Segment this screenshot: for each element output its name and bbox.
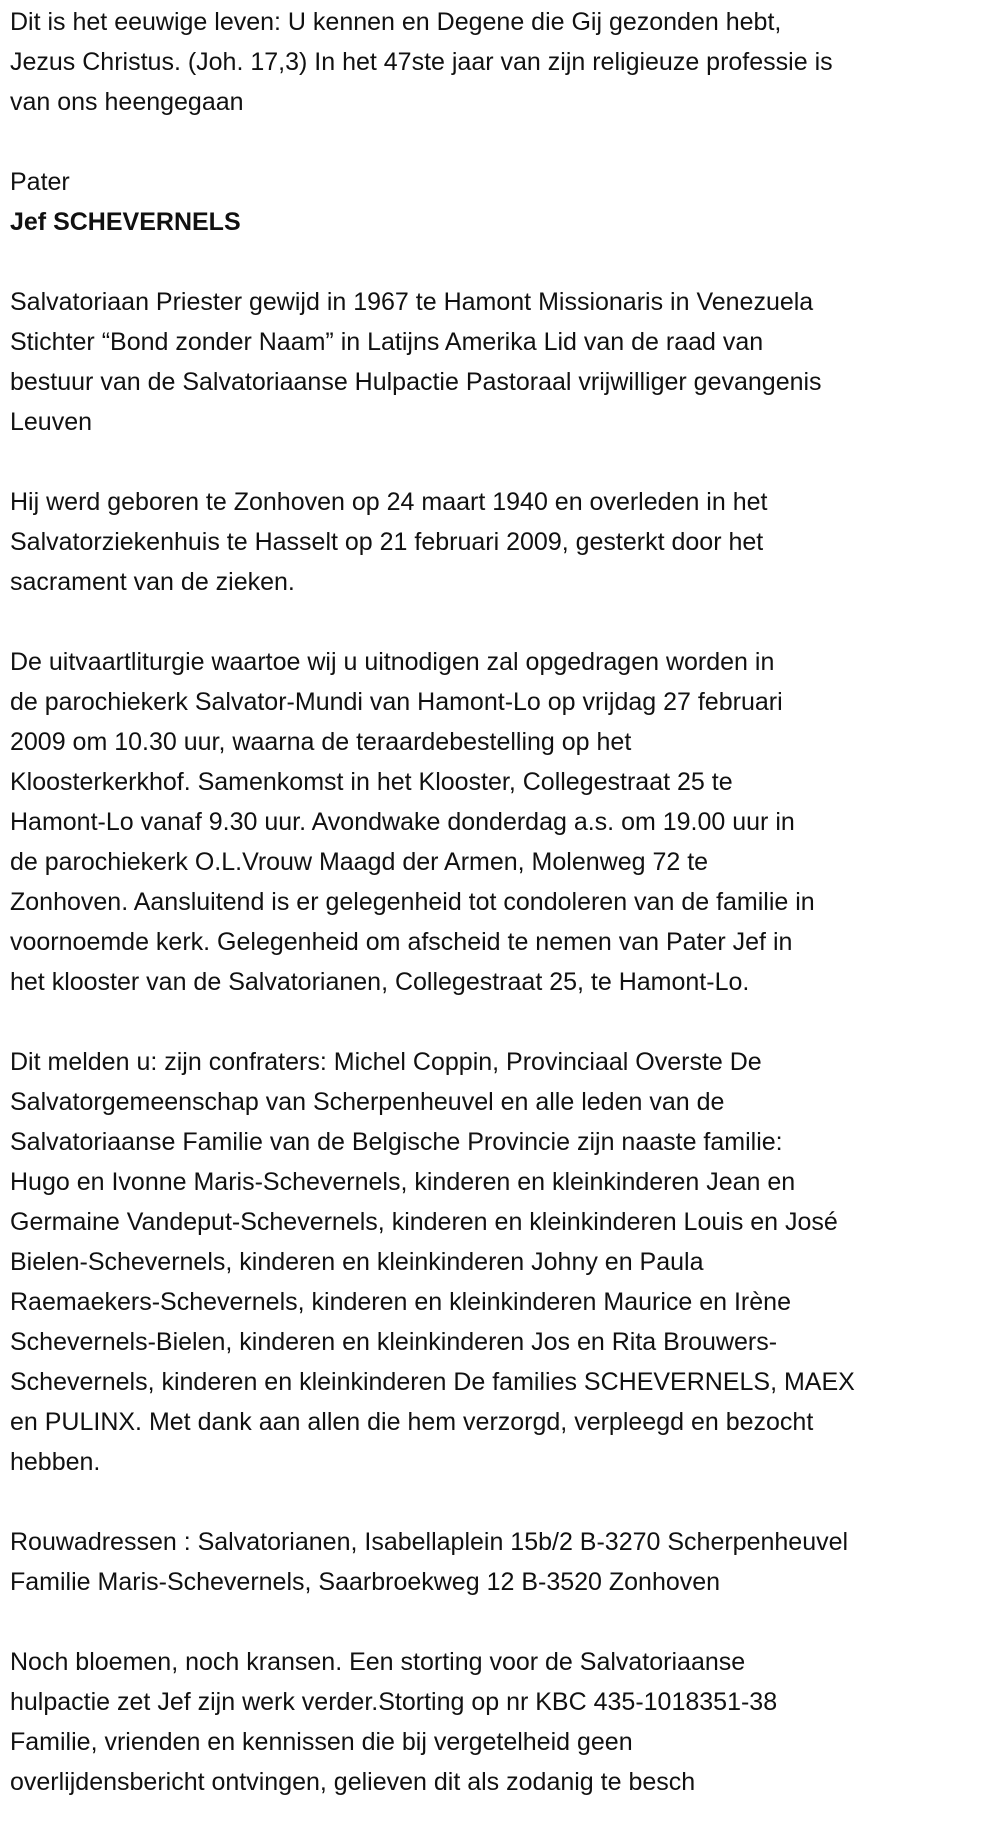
text-line: Dit is het eeuwige leven: U kennen en Degene die Gij gezonden hebt,: [10, 8, 782, 36]
text-line: Bielen-Schevernels, kinderen en kleinkinderen Johny en Paula: [10, 1248, 704, 1276]
text-line: voornoemde kerk. Gelegenheid om afscheid te nemen van Pater Jef in: [10, 928, 793, 956]
text-line: Jezus Christus. (Joh. 17,3) In het 47ste jaar van zijn religieuze professie is: [10, 48, 833, 76]
title-text: Pater: [10, 168, 70, 196]
text-line: 2009 om 10.30 uur, waarna de teraardebestelling op het: [10, 728, 632, 756]
text-line: Dit melden u: zijn confraters: Michel Coppin, Provinciaal Overste De: [10, 1048, 762, 1076]
birth-death-paragraph: [10, 482, 1000, 602]
text-line: overlijdensbericht ontvingen, gelieven dit als zodanig te besch: [10, 1768, 696, 1796]
roles-paragraph: [10, 282, 1000, 442]
text-line: Schevernels-Bielen, kinderen en kleinkinderen Jos en Rita Brouwers-: [10, 1328, 778, 1356]
text-line: Stichter “Bond zonder Naam” in Latijns Amerika Lid van de raad van: [10, 328, 764, 356]
text-line: hebben.: [10, 1448, 101, 1476]
text-line: Noch bloemen, noch kransen. Een storting voor de Salvatoriaanse: [10, 1648, 746, 1676]
text-line: De uitvaartliturgie waartoe wij u uitnodigen zal opgedragen worden in: [10, 648, 775, 676]
text-line: Salvatoriaanse Familie van de Belgische Provincie zijn naaste familie:: [10, 1128, 783, 1156]
text-line: hulpactie zet Jef zijn werk verder.Storting op nr KBC 435-1018351-38: [10, 1688, 778, 1716]
text-line: Hamont-Lo vanaf 9.30 uur. Avondwake donderdag a.s. om 19.00 uur in: [10, 808, 795, 836]
text-line: sacrament van de zieken.: [10, 568, 295, 596]
closing-paragraph: [10, 1642, 1000, 1802]
text-line: Zonhoven. Aansluitend is er gelegenheid tot condoleren van de familie in: [10, 888, 815, 916]
text-line: van ons heengegaan: [10, 88, 244, 116]
text-line: de parochiekerk O.L.Vrouw Maagd der Armen, Molenweg 72 te: [10, 848, 709, 876]
text-line: Familie, vrienden en kennissen die bij vergetelheid geen: [10, 1728, 633, 1756]
text-line: Salvatoriaan Priester gewijd in 1967 te Hamont Missionaris in Venezuela: [10, 288, 814, 316]
text-line: Rouwadressen : Salvatorianen, Isabellaplein 15b/2 B-3270 Scherpenheuvel: [10, 1528, 849, 1556]
text-line: Hugo en Ivonne Maris-Schevernels, kinderen en kleinkinderen Jean en: [10, 1168, 796, 1196]
text-line: Salvatorziekenhuis te Hasselt op 21 februari 2009, gesterkt door het: [10, 528, 764, 556]
text-line: Hij werd geboren te Zonhoven op 24 maart 1940 en overleden in het: [10, 488, 768, 516]
text-line: Familie Maris-Schevernels, Saarbroekweg 12 B-3520 Zonhoven: [10, 1568, 721, 1596]
text-line: Germaine Vandeput-Schevernels, kinderen en kleinkinderen Louis en José: [10, 1208, 838, 1236]
text-line: het klooster van de Salvatorianen, Collegestraat 25, te Hamont-Lo.: [10, 968, 750, 996]
intro-paragraph: [10, 2, 1000, 122]
text-line: Schevernels, kinderen en kleinkinderen De families SCHEVERNELS, MAEX: [10, 1368, 855, 1396]
addresses-paragraph: [10, 1522, 1000, 1602]
text-line: Salvatorgemeenschap van Scherpenheuvel en alle leden van de: [10, 1088, 725, 1116]
funeral-paragraph: [10, 642, 1000, 1002]
text-line: Kloosterkerkhof. Samenkomst in het Klooster, Collegestraat 25 te: [10, 768, 733, 796]
text-line: Leuven: [10, 408, 93, 436]
text-line: en PULINX. Met dank aan allen die hem verzorgd, verpleegd en bezocht: [10, 1408, 814, 1436]
text-line: de parochiekerk Salvator-Mundi van Hamont-Lo op vrijdag 27 februari: [10, 688, 783, 716]
text-line: Raemaekers-Schevernels, kinderen en kleinkinderen Maurice en Irène: [10, 1288, 791, 1316]
announcement-paragraph: [10, 1042, 1000, 1482]
text-line: bestuur van de Salvatoriaanse Hulpactie Pastoraal vrijwilliger gevangenis: [10, 368, 822, 396]
deceased-name: Jef SCHEVERNELS: [10, 208, 241, 236]
